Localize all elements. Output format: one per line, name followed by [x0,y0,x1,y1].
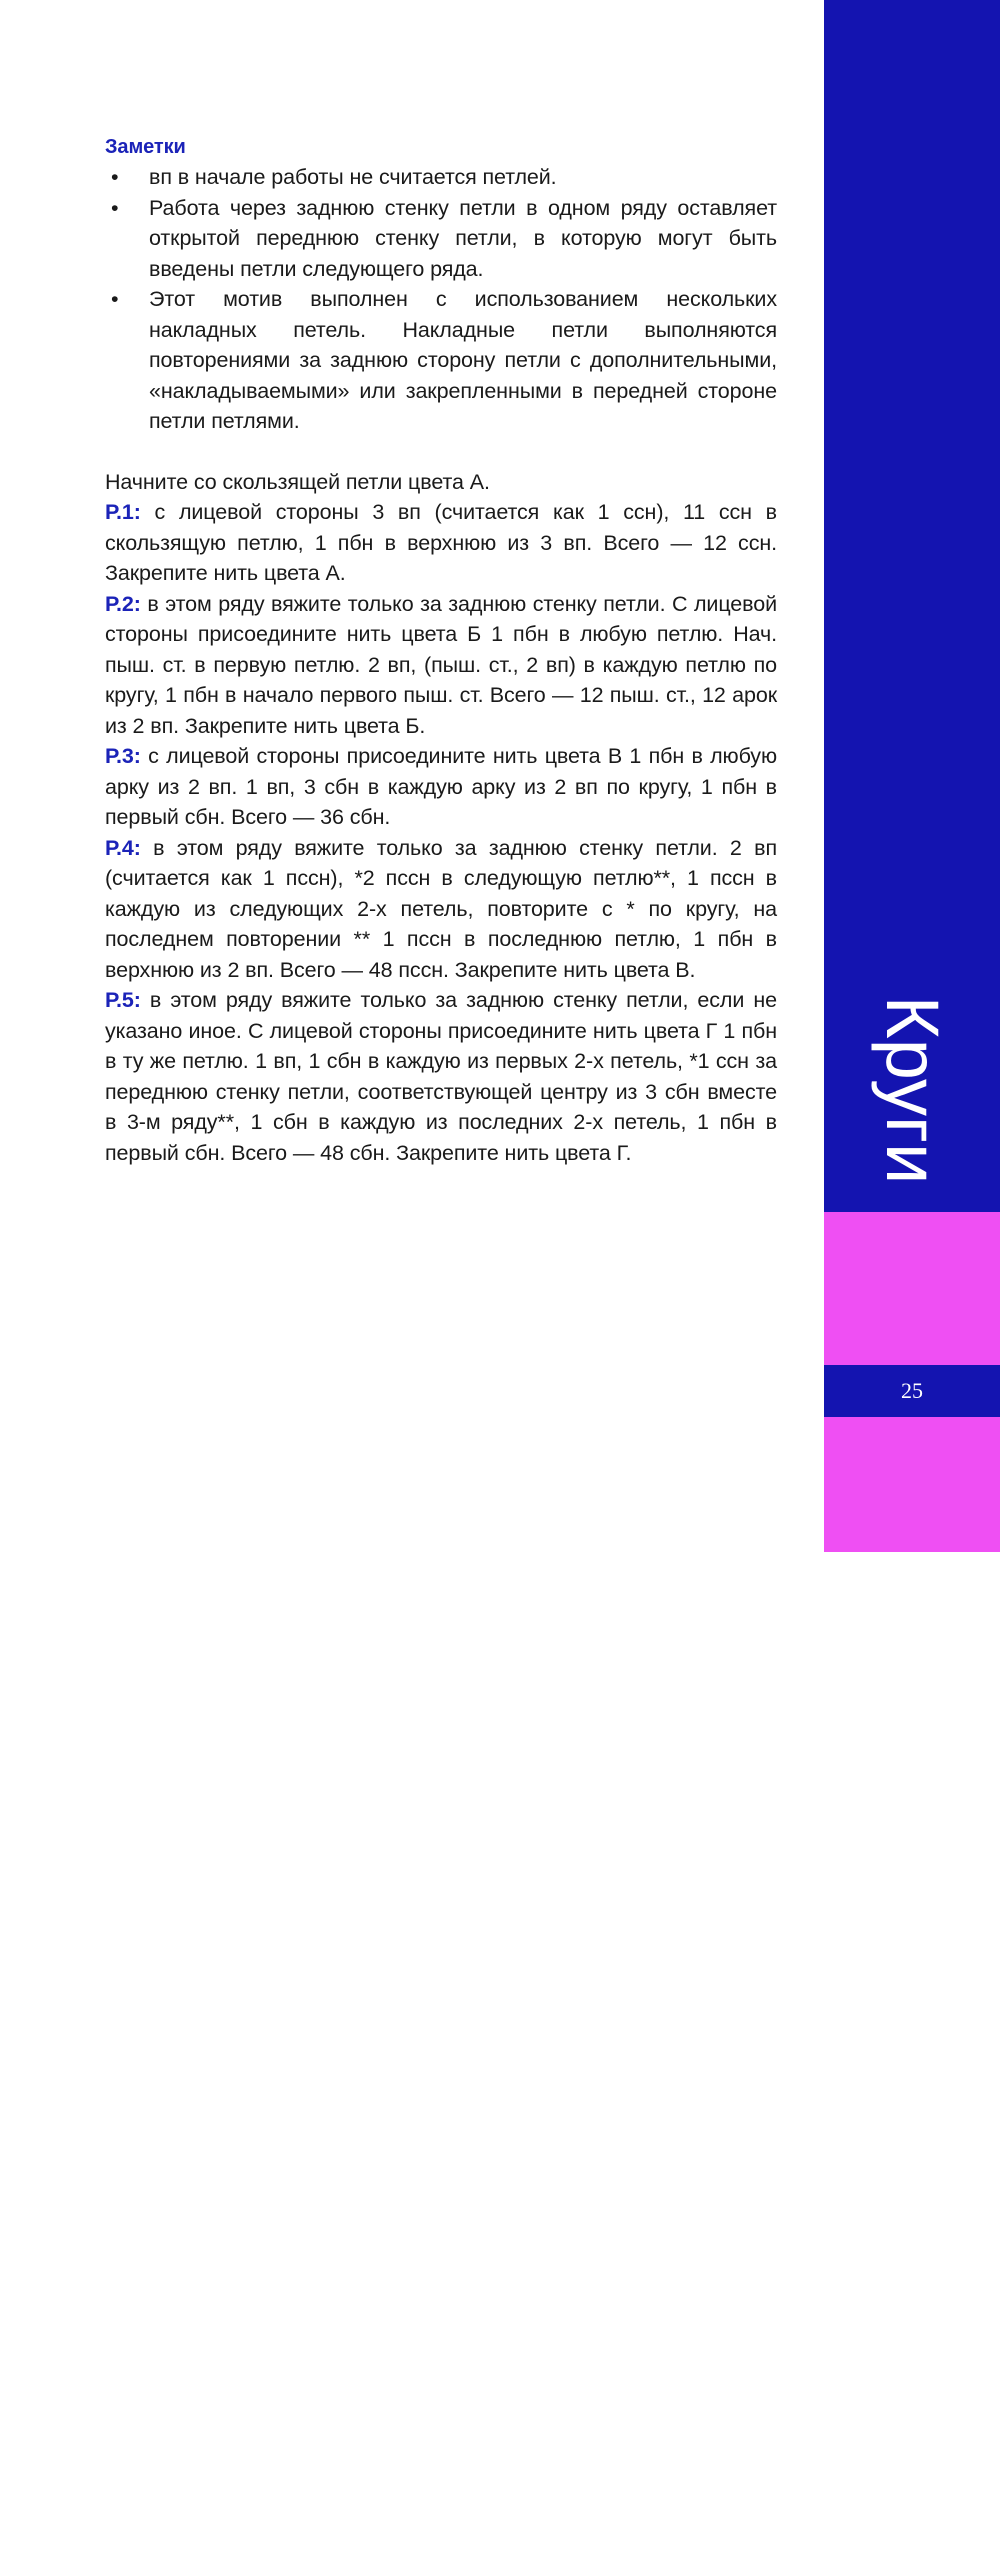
row-3 [105,741,777,833]
row-2 [105,589,777,742]
instructions [105,467,777,1169]
row-text: с лицевой стороны присоедините нить цвета В 1 пбн в любую арку из 2 вп. 1 вп, 3 сбн в каждую арку из 2 вп по кругу, 1 пбн в первый сбн. Всего — 36 сбн. [105,744,777,829]
notes-item: • вп в начале работы не считается петлей. [105,162,777,193]
row-label: Р.3: [105,744,141,768]
row-text: в этом ряду вяжите только за заднюю стенку петли. 2 вп (считается как 1 пссн), *2 пссн в следующую петлю**, 1 пссн в каждую из следующих 2-х петель, повторите с * по кругу, на последнем повторении ** 1 пссн в последнюю петлю, 1 пбн в верхнюю из 2 вп. Всего — 48 пссн. Закрепите нить цвета В. [105,835,777,982]
page-number: 25 [901,1378,923,1403]
row-label: Р.4: [105,835,141,860]
notes-list [105,162,777,437]
row-1 [105,497,777,589]
row-label: Р.2: [105,591,141,616]
row-4 [105,833,777,986]
yarn-ball-hook-icon [830,2452,940,2562]
intro-text: Начните со скользящей петли цвета А. [105,469,490,494]
row-text: в этом ряду вяжите только за заднюю стенку петли. С лицевой стороны присоедините нить цвета Б 1 пбн в любую петлю. Нач. пыш. ст. в первую петлю. 2 вп, (пыш. ст., 2 вп) в каждую петлю по кругу, 1 пбн в начало первого пыш. ст. Всего — 12 пыш. ст., 12 арок из 2 вп. Закрепите нить цвета Б. [105,591,777,738]
sidebar-band-pink-bottom [824,1417,1000,1552]
section-sidebar [824,0,1000,1552]
section-title: Круги [871,995,954,1185]
sidebar-band-pink [824,1212,1000,1365]
notes-item: • Работа через заднюю стенку петли в одном ряду оставляет открытой переднюю стенку петли, в которую могут быть введены петли следующего ряда. [105,193,777,285]
row-label: Р.1: [105,500,141,524]
notes-item: • Этот мотив выполнен с использованием нескольких накладных петель. Накладные петли выполняются повторениями за заднюю сторону петли с дополнительными, «накладываемыми» или закрепленными в передней стороне петли петлями. [105,284,777,437]
row-text: с лицевой стороны 3 вп (считается как 1 ссн), 11 ссн в скользящую петлю, 1 пбн в верхнюю из 3 вп. Всего — 12 ссн. Закрепите нить цвета А. [105,500,777,585]
row-label: Р.5: [105,988,141,1012]
main-content [105,132,777,1168]
notes-title: Заметки [105,136,186,158]
row-5 [105,985,777,1168]
row-text: в этом ряду вяжите только за заднюю стенку петли, если не указано иное. С лицевой стороны присоедините нить цвета Г 1 пбн в ту же петлю. 1 вп, 1 сбн в каждую из первых 2-х петель, *1 ссн за переднюю стенку петли, соответствующей центру из 3 сбн вместе в 3-м ряду**, 1 сбн в каждую из последних 2-х петель, 1 пбн в первый сбн. Всего — 48 сбн. Закрепите нить цвета Г. [105,988,777,1165]
